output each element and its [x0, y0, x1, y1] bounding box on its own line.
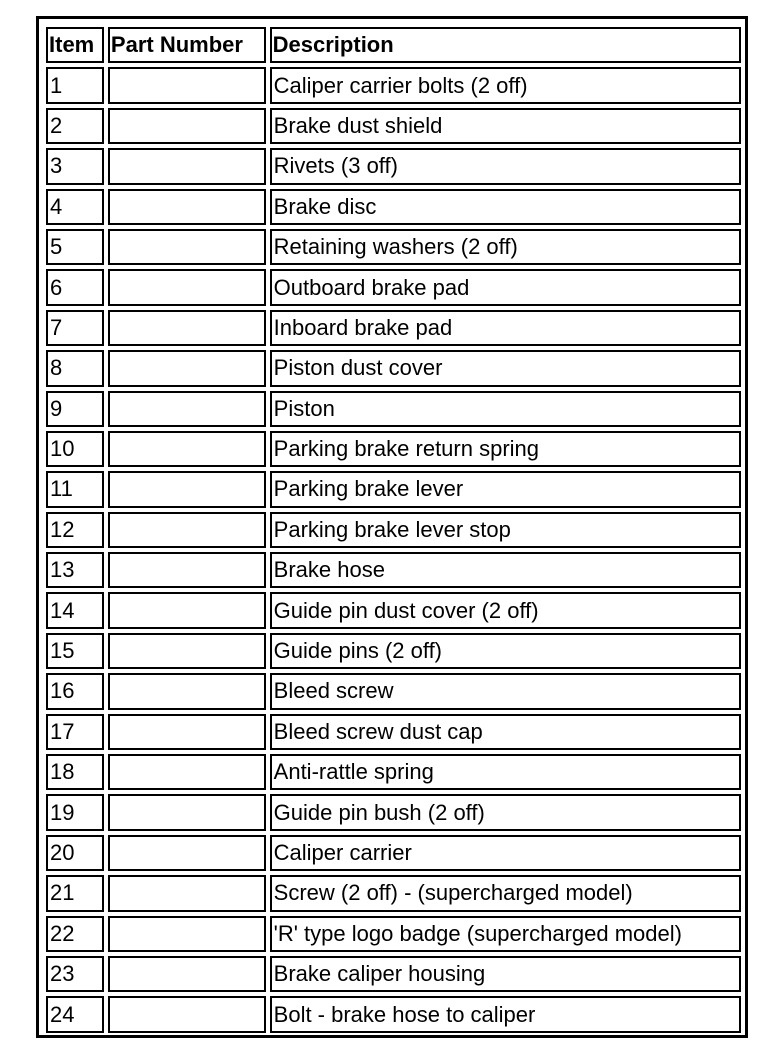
table-row	[46, 996, 741, 1032]
cell-item: 4	[46, 189, 104, 225]
cell-item: 13	[46, 552, 104, 588]
cell-description: Parking brake lever	[270, 471, 741, 507]
cell-part-number	[108, 956, 266, 992]
cell-part-number	[108, 431, 266, 467]
cell-description: 'R' type logo badge (supercharged model)	[270, 916, 741, 952]
cell-part-number	[108, 269, 266, 305]
table-row	[46, 108, 741, 144]
cell-description: Retaining washers (2 off)	[270, 229, 741, 265]
cell-part-number	[108, 108, 266, 144]
cell-item: 1	[46, 67, 104, 103]
cell-description: Bolt - brake hose to caliper	[270, 996, 741, 1032]
table-row	[46, 673, 741, 709]
cell-description: Anti-rattle spring	[270, 754, 741, 790]
cell-item: 2	[46, 108, 104, 144]
table-row	[46, 875, 741, 911]
cell-description: Rivets (3 off)	[270, 148, 741, 184]
table-header-row	[46, 27, 741, 63]
table-row	[46, 189, 741, 225]
cell-item: 16	[46, 673, 104, 709]
cell-item: 17	[46, 714, 104, 750]
cell-item: 10	[46, 431, 104, 467]
cell-item: 8	[46, 350, 104, 386]
table-row	[46, 754, 741, 790]
cell-part-number	[108, 633, 266, 669]
table-row	[46, 592, 741, 628]
parts-table	[42, 23, 745, 1037]
cell-description: Caliper carrier	[270, 835, 741, 871]
cell-item: 19	[46, 794, 104, 830]
cell-description: Inboard brake pad	[270, 310, 741, 346]
cell-part-number	[108, 229, 266, 265]
cell-part-number	[108, 592, 266, 628]
cell-description: Brake dust shield	[270, 108, 741, 144]
cell-part-number	[108, 391, 266, 427]
cell-description: Caliper carrier bolts (2 off)	[270, 67, 741, 103]
parts-table-frame	[36, 16, 748, 1038]
table-row	[46, 67, 741, 103]
table-row	[46, 633, 741, 669]
table-row	[46, 229, 741, 265]
cell-item: 18	[46, 754, 104, 790]
cell-item: 7	[46, 310, 104, 346]
cell-part-number	[108, 916, 266, 952]
cell-item: 15	[46, 633, 104, 669]
cell-item: 20	[46, 835, 104, 871]
cell-item: 6	[46, 269, 104, 305]
cell-part-number	[108, 67, 266, 103]
cell-item: 24	[46, 996, 104, 1032]
table-body	[46, 67, 741, 1032]
cell-description: Piston dust cover	[270, 350, 741, 386]
cell-description: Piston	[270, 391, 741, 427]
header-description: Description	[270, 27, 741, 63]
cell-item: 22	[46, 916, 104, 952]
cell-description: Guide pins (2 off)	[270, 633, 741, 669]
cell-part-number	[108, 875, 266, 911]
cell-part-number	[108, 714, 266, 750]
header-part-number: Part Number	[108, 27, 266, 63]
cell-part-number	[108, 471, 266, 507]
cell-description: Guide pin dust cover (2 off)	[270, 592, 741, 628]
cell-description: Bleed screw dust cap	[270, 714, 741, 750]
header-item: Item	[46, 27, 104, 63]
table-row	[46, 350, 741, 386]
cell-description: Screw (2 off) - (supercharged model)	[270, 875, 741, 911]
cell-item: 9	[46, 391, 104, 427]
table-row	[46, 956, 741, 992]
table-row	[46, 391, 741, 427]
cell-item: 3	[46, 148, 104, 184]
cell-part-number	[108, 996, 266, 1032]
cell-part-number	[108, 350, 266, 386]
cell-part-number	[108, 148, 266, 184]
cell-part-number	[108, 754, 266, 790]
cell-item: 23	[46, 956, 104, 992]
cell-part-number	[108, 310, 266, 346]
cell-item: 5	[46, 229, 104, 265]
table-row	[46, 148, 741, 184]
cell-description: Brake disc	[270, 189, 741, 225]
cell-description: Parking brake return spring	[270, 431, 741, 467]
table-row	[46, 835, 741, 871]
cell-description: Outboard brake pad	[270, 269, 741, 305]
table-row	[46, 310, 741, 346]
cell-description: Parking brake lever stop	[270, 512, 741, 548]
cell-description: Brake caliper housing	[270, 956, 741, 992]
cell-item: 11	[46, 471, 104, 507]
cell-part-number	[108, 835, 266, 871]
table-row	[46, 471, 741, 507]
cell-part-number	[108, 512, 266, 548]
table-row	[46, 431, 741, 467]
cell-description: Brake hose	[270, 552, 741, 588]
table-row	[46, 916, 741, 952]
cell-description: Bleed screw	[270, 673, 741, 709]
cell-part-number	[108, 673, 266, 709]
cell-item: 12	[46, 512, 104, 548]
table-row	[46, 714, 741, 750]
table-row	[46, 794, 741, 830]
table-row	[46, 552, 741, 588]
cell-part-number	[108, 189, 266, 225]
cell-part-number	[108, 552, 266, 588]
cell-item: 14	[46, 592, 104, 628]
table-row	[46, 512, 741, 548]
cell-part-number	[108, 794, 266, 830]
table-row	[46, 269, 741, 305]
cell-description: Guide pin bush (2 off)	[270, 794, 741, 830]
cell-item: 21	[46, 875, 104, 911]
